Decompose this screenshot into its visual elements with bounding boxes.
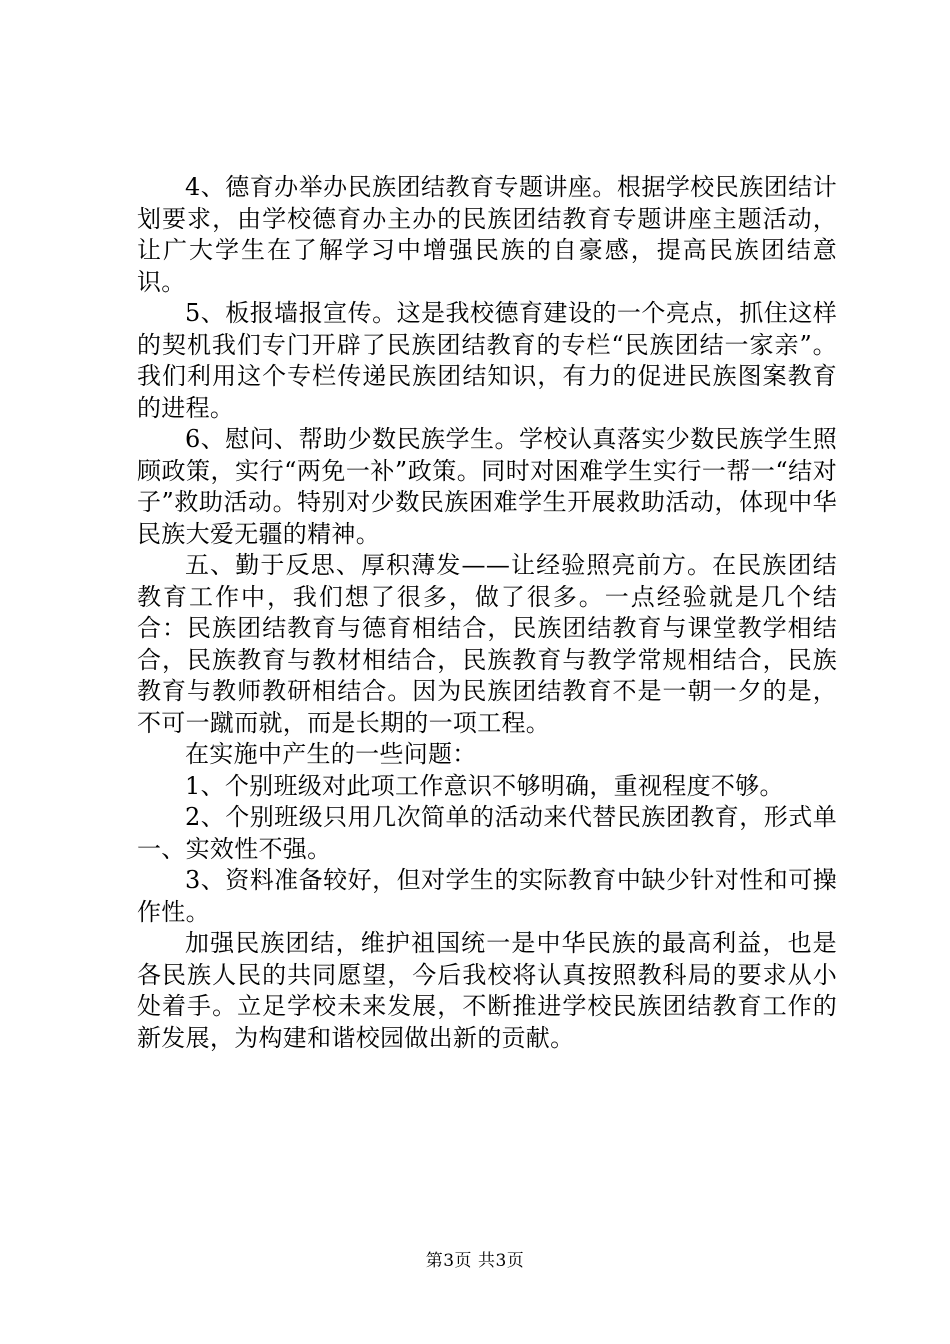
- paragraph-minority-support: 6、慰问、帮助少数民族学生。学校认真落实少数民族学生照顾政策，实行“两免一补”政策。同时对困难学生实行一帮一“结对子”救助活动。特别对少数民族困难学生开展救助活动，体现中华民族大爱无疆的精神。: [137, 425, 837, 548]
- paragraph-reflection: 五、勤于反思、厚积薄发——让经验照亮前方。在民族团结教育工作中，我们想了很多，做了很多。一点经验就是几个结合：民族团结教育与德育相结合，民族团结教育与课堂教学相结合，民族教育与教材相结合，民族教育与教学常规相结合，民族教育与教师教研相结合。因为民族团结教育不是一朝一夕的是，不可一蹴而就，而是长期的一项工程。: [137, 551, 837, 737]
- document-body: [137, 172, 837, 1054]
- paragraph-conclusion: 加强民族团结，维护祖国统一是中华民族的最高利益，也是各民族人民的共同愿望，今后我校将认真按照教科局的要求从小处着手。立足学校未来发展，不断推进学校民族团结教育工作的新发展，为构建和谐校园做出新的贡献。: [137, 929, 837, 1052]
- paragraph-problem-2: 2、个别班级只用几次简单的活动来代替民族团教育，形式单一、实效性不强。: [137, 803, 837, 863]
- paragraph-problem-1: 1、个别班级对此项工作意识不够明确，重视程度不够。: [185, 771, 784, 800]
- page-number-footer: 第3页 共3页: [425, 1251, 525, 1271]
- paragraph-lecture: 4、德育办举办民族团结教育专题讲座。根据学校民族团结计划要求，由学校德育办主办的民族团结教育专题讲座主题活动，让广大学生在了解学习中增强民族的自豪感，提高民族团结意识。: [137, 173, 837, 296]
- paragraph-blackboard: 5、板报墙报宣传。这是我校德育建设的一个亮点，抓住这样的契机我们专门开辟了民族团结教育的专栏“民族团结一家亲”。我们利用这个专栏传递民族团结知识，有力的促进民族图案教育的进程。: [137, 299, 837, 422]
- paragraph-problems-heading: 在实施中产生的一些问题：: [185, 740, 477, 768]
- paragraph-problem-3: 3、资料准备较好，但对学生的实际教育中缺少针对性和可操作性。: [137, 866, 837, 926]
